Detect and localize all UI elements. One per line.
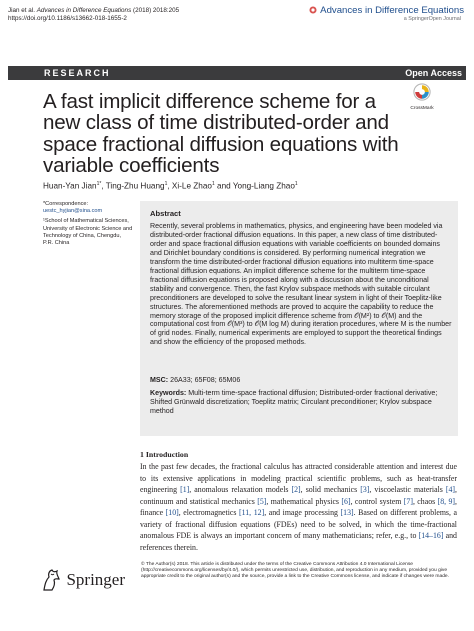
author-sup: 1* [96,181,102,187]
citation-link[interactable]: [10] [165,508,179,517]
intro-text: , viscoelastic materials [369,485,446,494]
license-text: © The Author(s) 2018. This article is distributed under the terms of the Creative Commons Attribution 4.0 International License (http://creativecommons.org/licenses/by/4.0/), which permits unrestricted use, distribution, and reproduction in any medium, provided you give appropriate credit to the original author(s) and the source, provide a link to the Creative Commons license, and indicate if changes were made. [141,562,450,580]
intro-text: , continuum and statistical mechanics [140,485,457,506]
springer-wordmark: Springer [66,570,125,589]
citation-link[interactable]: [13] [340,508,354,517]
author-sup: 1 [211,181,215,187]
citation-link[interactable]: [14–16] [418,531,444,540]
citation-link[interactable]: [8, 9] [437,496,456,506]
journal-name: Advances in Difference Equations [309,5,464,16]
crossmark-icon [413,83,431,101]
msc-values: 26A33; 65F08; 65M06 [170,376,241,384]
citation-link[interactable]: [5] [257,496,267,506]
correspondence-sidebar [43,201,138,247]
keywords-label: Keywords: [150,389,187,397]
affiliation-line: P.R. China [43,240,70,247]
affiliation-line: University of Electronic Science and [43,225,133,232]
author-sup: 1 [294,181,298,187]
doi-link[interactable]: https://doi.org/10.1186/s13662-018-1655-2 [8,15,127,23]
author-list [43,181,298,191]
intro-text: , mathematical physics [266,496,342,506]
msc-codes [150,376,452,385]
intro-text: , chaos [412,496,438,506]
author-separator: , [101,181,106,191]
citation-link[interactable]: [6] [341,496,351,506]
affiliation-line: ¹School of Mathematical Sciences, [43,218,129,225]
citation-link[interactable]: [2] [291,485,301,494]
citation-block [8,7,179,24]
intro-text: , electromagnetics [178,508,240,517]
citation-link[interactable]: [4] [445,485,456,494]
open-access-label: Open Access [405,68,462,78]
abstract-heading: Abstract [150,209,181,218]
journal-brand[interactable] [309,5,464,22]
intro-text: , solid mechanics [300,485,361,494]
intro-paragraph [140,461,457,553]
author-name[interactable]: Xi-Le Zhao [171,181,212,191]
citation-link[interactable]: [1] [180,485,190,494]
msc-label: MSC: [150,376,169,384]
citation-link[interactable]: [3] [360,485,370,494]
affiliation [43,218,138,247]
springer-horse-icon [40,568,62,592]
article-type-label: RESEARCH [44,68,111,78]
correspondence-label: *Correspondence: [43,201,89,207]
intro-text: In the past few decades, the fractional calculus has attracted considerable attention and interest due to its extensive applications in modeling practical scientific problems, such as heat-transfer engineering [140,462,457,494]
author-separator: , [167,181,172,191]
citation-link[interactable]: [7] [403,496,413,506]
affiliation-line: Technology of China, Chengdu, [43,232,122,239]
crossmark-badge[interactable] [402,83,442,111]
author-separator: and [214,181,233,191]
crossmark-label: CrossMark [410,106,434,111]
journal-subtitle: a SpringerOpen Journal [403,16,461,22]
citation-line: Jian et al. Advances in Difference Equations (2018) 2018:205 [8,7,180,14]
author-name[interactable]: Huan-Yan Jian [43,181,97,191]
author-name[interactable]: Yong-Liang Zhao [232,181,295,191]
intro-text: . Based on different problems, a variety of fractional diffusion equations (FDEs) need to be solved, in which the time-fractional anomalous FDE is always an important concern of many mathematicians; refer, e.g., to [140,508,457,540]
intro-text: , and image processing [264,508,341,517]
intro-text: , control system [350,496,404,506]
section-heading: 1 Introduction [140,450,189,459]
citation-link[interactable]: [11, 12] [239,508,265,517]
intro-text: and references therein. [140,531,457,552]
correspondence-email[interactable]: uestc_hyjian@sina.com [43,208,103,215]
abstract-text: Recently, several problems in mathematics, physics, and engineering have been modeled via distributed-order fractional diffusion equations. In this paper, a new class of time distributed-order and space fractional diffusion equations with variable coefficients on bounded domains and Dirichlet boundary conditions is considered. By performing numerical integration we transform the time distributed-order fractional diffusion equations into multiterm time-space fractional diffusion equations. An implicit difference scheme for the multiterm time-space fractional diffusion equations is proposed along with a discussion about the unconditional stability and convergence. Then, the fast Krylov subspace methods with suitable circulant preconditioners are developed to solve the resultant linear system in light of their Toeplitz-like structures. The aforementioned methods are proved to acquire the capability to reduce the memory storage of the proposed implicit difference scheme from 𝒪(M²) to 𝒪(M) and the computational cost from 𝒪(M³) to 𝒪(M log M) during iteration procedures, where M is the number of grid nodes. Finally, numerical experiments are employed to support the theoretical findings and show the efficiency of the proposed methods. [150,222,452,347]
journal-logo-icon [309,6,317,14]
author-name[interactable]: Ting-Zhu Huang [105,181,165,191]
paper-title: A fast implicit difference scheme for a new class of time distributed-order and space fractional diffusion equations with variable coefficients [43,90,399,178]
keywords [150,389,452,416]
author-sup: 1 [164,181,168,187]
springer-logo[interactable] [40,568,125,592]
keywords-values: Multi-term time-space fractional diffusion; Distributed-order fractional derivative; Shifted Grünwald discretization; Toeplitz matrix; Circulant preconditioner; Krylov subspace method [150,389,438,415]
intro-text: , anomalous relaxation models [189,485,292,494]
intro-text: , finance [140,496,458,517]
